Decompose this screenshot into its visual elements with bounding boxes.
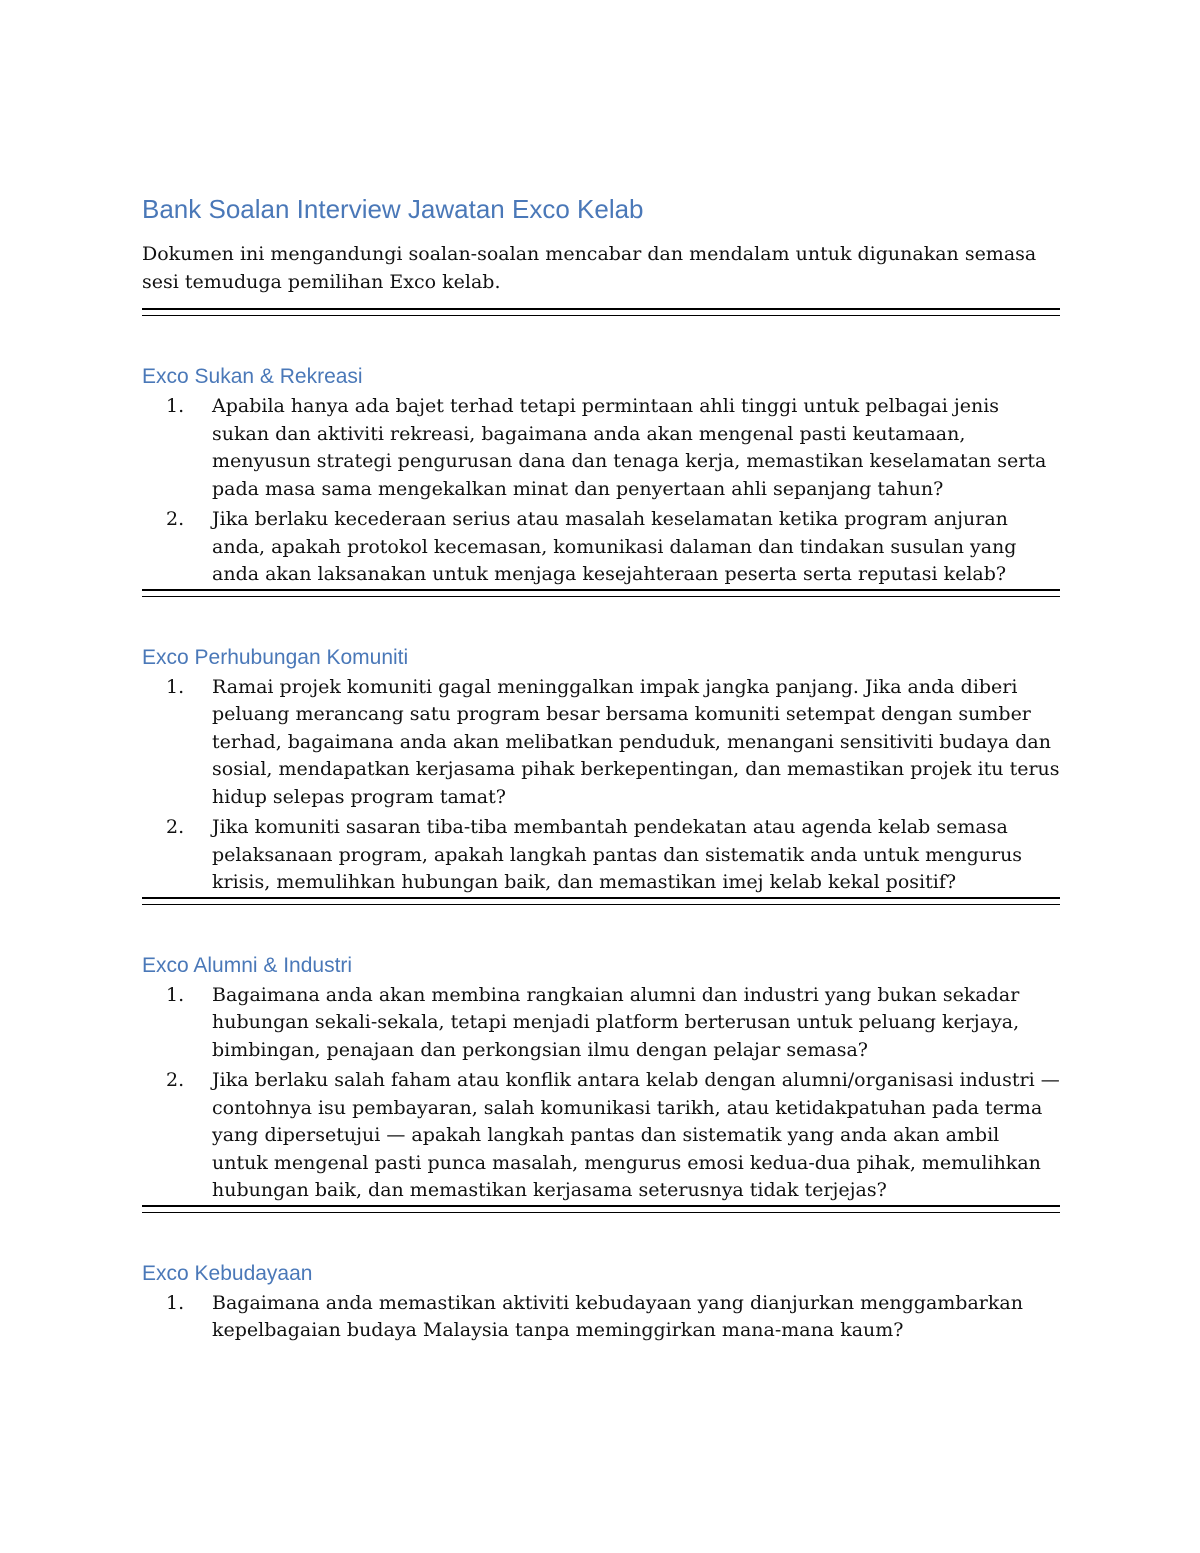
question-number: 1. xyxy=(166,983,185,1006)
section-divider xyxy=(142,1205,1060,1213)
question-text: Ramai projek komuniti gagal meninggalkan impak jangka panjang. Jika anda diberi peluang merancang satu program besar bersama komuniti setempat dengan sumber terhad, bagaimana anda akan melibatkan penduduk, menangani sensitiviti budaya dan sosial, mendapatkan kerjasama pihak berkepentingan, dan memastikan projek itu terus hidup selepas program tamat? xyxy=(212,675,1060,808)
question-text: Jika komuniti sasaran tiba-tiba membantah pendekatan atau agenda kelab semasa pelaksanaan program, apakah langkah pantas dan sistematik anda untuk mengurus krisis, memulihkan hubungan baik, dan memastikan imej kelab kekal positif? xyxy=(212,816,1023,893)
question-item xyxy=(142,1067,1060,1205)
document-title: Bank Soalan Interview Jawatan Exco Kelab xyxy=(142,194,644,224)
question-number: 2. xyxy=(166,1069,185,1091)
question-text: Bagaimana anda memastikan aktiviti kebudayaan yang dianjurkan menggambarkan kepelbagaian budaya Malaysia tanpa meminggirkan mana-mana kaum? xyxy=(212,1291,1023,1341)
question-number: 2. xyxy=(166,508,185,530)
question-text: Apabila hanya ada bajet terhad tetapi permintaan ahli tinggi untuk pelbagai jenis sukan dan aktiviti rekreasi, bagaimana anda akan mengenal pasti keutamaan, menyusun strategi pengurusan dana dan tenaga kerja, memastikan keselamatan serta pada masa sama mengekalkan minat dan penyertaan ahli sepanjang tahun? xyxy=(212,395,1047,500)
section-title: Exco Sukan & Rekreasi xyxy=(142,365,363,388)
question-text: Jika berlaku salah faham atau konflik antara kelab dengan alumni/organisasi industri — contohnya isu pembayaran, salah komunikasi tarikh, atau ketidakpatuhan pada terma yang dipersetujui — apakah langkah pantas dan sistematik yang anda akan ambil untuk mengenal pasti punca masalah, mengurus emosi kedua-dua pihak, memulihkan hubungan baik, dan memastikan kerjasama seterusnya tidak terjejas? xyxy=(212,1069,1060,1201)
question-item xyxy=(142,506,1060,589)
question-number: 1. xyxy=(166,1291,185,1314)
question-text: Jika berlaku kecederaan serius atau masalah keselamatan ketika program anjuran anda, apakah protokol kecemasan, komunikasi dalaman dan tindakan susulan yang anda akan laksanakan untuk menjaga kesejahteraan peserta serta reputasi kelab? xyxy=(212,508,1017,585)
question-list xyxy=(142,982,1060,1205)
question-list xyxy=(142,393,1060,589)
question-list xyxy=(142,674,1060,897)
document-page xyxy=(142,190,1060,1348)
section-divider xyxy=(142,589,1060,597)
document-intro: Dokumen ini mengandungi soalan-soalan mencabar dan mendalam untuk digunakan semasa sesi temuduga pemilihan Exco kelab. xyxy=(142,243,1037,293)
section-alumni-industri xyxy=(142,951,1060,1213)
question-item xyxy=(142,674,1060,812)
question-item xyxy=(142,1290,1060,1345)
section-divider xyxy=(142,897,1060,905)
section-title: Exco Alumni & Industri xyxy=(142,953,353,977)
question-item xyxy=(142,982,1060,1065)
section-sukan-rekreasi xyxy=(142,362,1060,597)
question-text: Bagaimana anda akan membina rangkaian alumni dan industri yang bukan sekadar hubungan sekali-sekala, tetapi menjadi platform berterusan untuk peluang kerjaya, bimbingan, penajaan dan perkongsian ilmu dengan pelajar semasa? xyxy=(212,983,1020,1061)
question-number: 2. xyxy=(166,816,185,838)
question-item xyxy=(142,393,1060,503)
question-item xyxy=(142,814,1060,897)
section-kebudayaan xyxy=(142,1259,1060,1345)
section-perhubungan-komuniti xyxy=(142,643,1060,905)
title-divider xyxy=(142,308,1060,316)
section-title: Exco Kebudayaan xyxy=(142,1261,313,1285)
section-title: Exco Perhubungan Komuniti xyxy=(142,645,409,669)
question-number: 1. xyxy=(166,395,185,417)
question-list xyxy=(142,1290,1060,1345)
question-number: 1. xyxy=(166,675,185,698)
